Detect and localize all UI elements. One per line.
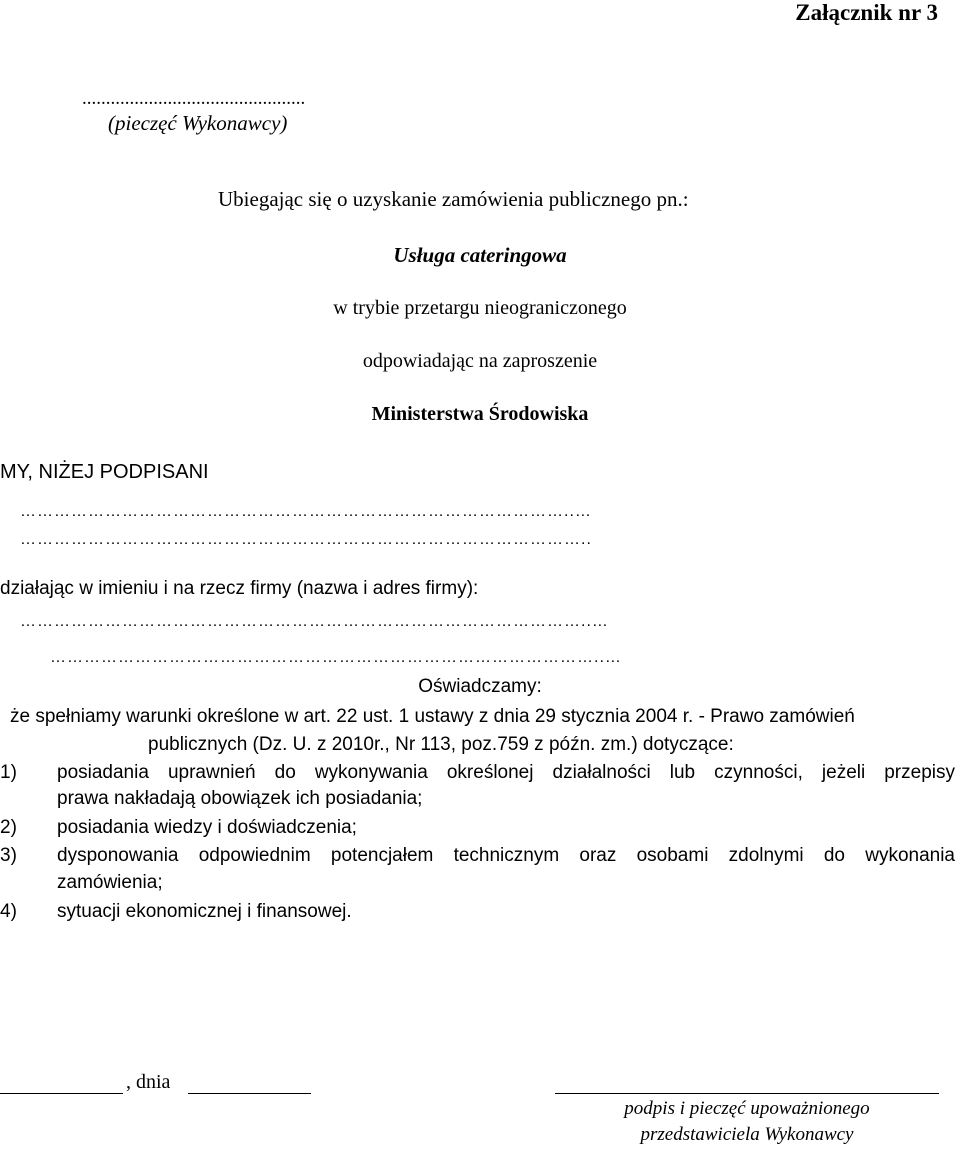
list-item-number: 4) (0, 901, 17, 922)
invitation-text: odpowiadając na zaproszenie (362, 350, 598, 372)
contractor-stamp-label: (pieczęć Wykonawcy) (108, 111, 288, 135)
signatories-dots-line-1: ……………………………………………………………………………………..… (20, 503, 592, 520)
list-item-number: 2) (0, 817, 17, 838)
list-item-text-continued: zamówienia; (57, 872, 163, 893)
list-item-number: 3) (0, 845, 17, 866)
company-dots-line-2: ……………………………………………………………………………………..… (50, 649, 622, 666)
place-line (0, 1093, 123, 1094)
list-item-text: posiadania wiedzy i doświadczenia; (57, 817, 357, 838)
list-item-text: sytuacji ekonomicznej i finansowej. (57, 901, 352, 922)
company-dots-line-1: ………………………………………………………………………………………..… (20, 613, 609, 630)
signature-caption-line-2: przedstawiciela Wykonawcy (640, 1124, 854, 1145)
declaration-intro-line-2: publicznych (Dz. U. z 2010r., Nr 113, poz.759 z późn. zm.) dotyczące: (148, 734, 734, 755)
list-item-text: dysponowania odpowiednim potencjałem technicznym oraz osobami zdolnymi do wykonania (57, 845, 955, 866)
list-item-text-continued: prawa nakładają obowiązek ich posiadania; (57, 788, 423, 809)
ministry-name: Ministerstwa Środowiska (371, 403, 589, 425)
date-label: , dnia (126, 1071, 171, 1093)
list-item-text: posiadania uprawnień do wykonywania określonej działalności lub czynności, jeżeli przepisy (57, 762, 955, 783)
contractor-stamp-dots: ............................................... (82, 88, 306, 109)
procurement-intro: Ubiegając się o uzyskanie zamówienia publicznego pn.: (218, 187, 689, 211)
list-item-number: 1) (0, 762, 17, 783)
company-label: działając w imieniu i na rzecz firmy (nazwa i adres firmy): (0, 578, 479, 599)
date-line (188, 1093, 311, 1094)
tender-mode: w trybie przetargu nieograniczonego (333, 297, 627, 319)
signature-line (555, 1093, 939, 1094)
attachment-number: Załącznik nr 3 (795, 0, 938, 25)
declaration-intro-line-1: że spełniamy warunki określone w art. 22 ust. 1 ustawy z dnia 29 stycznia 2004 r. - Prawo zamówień (10, 706, 855, 727)
signatories-dots-line-2: ……………………………………………………………………………………….. (20, 531, 592, 548)
declaration-heading: Oświadczamy: (418, 676, 542, 697)
signatories-label: MY, NIŻEJ PODPISANI (0, 461, 209, 483)
service-name: Usługa cateringowa (393, 243, 567, 267)
signature-caption-line-1: podpis i pieczęć upoważnionego (624, 1098, 870, 1119)
